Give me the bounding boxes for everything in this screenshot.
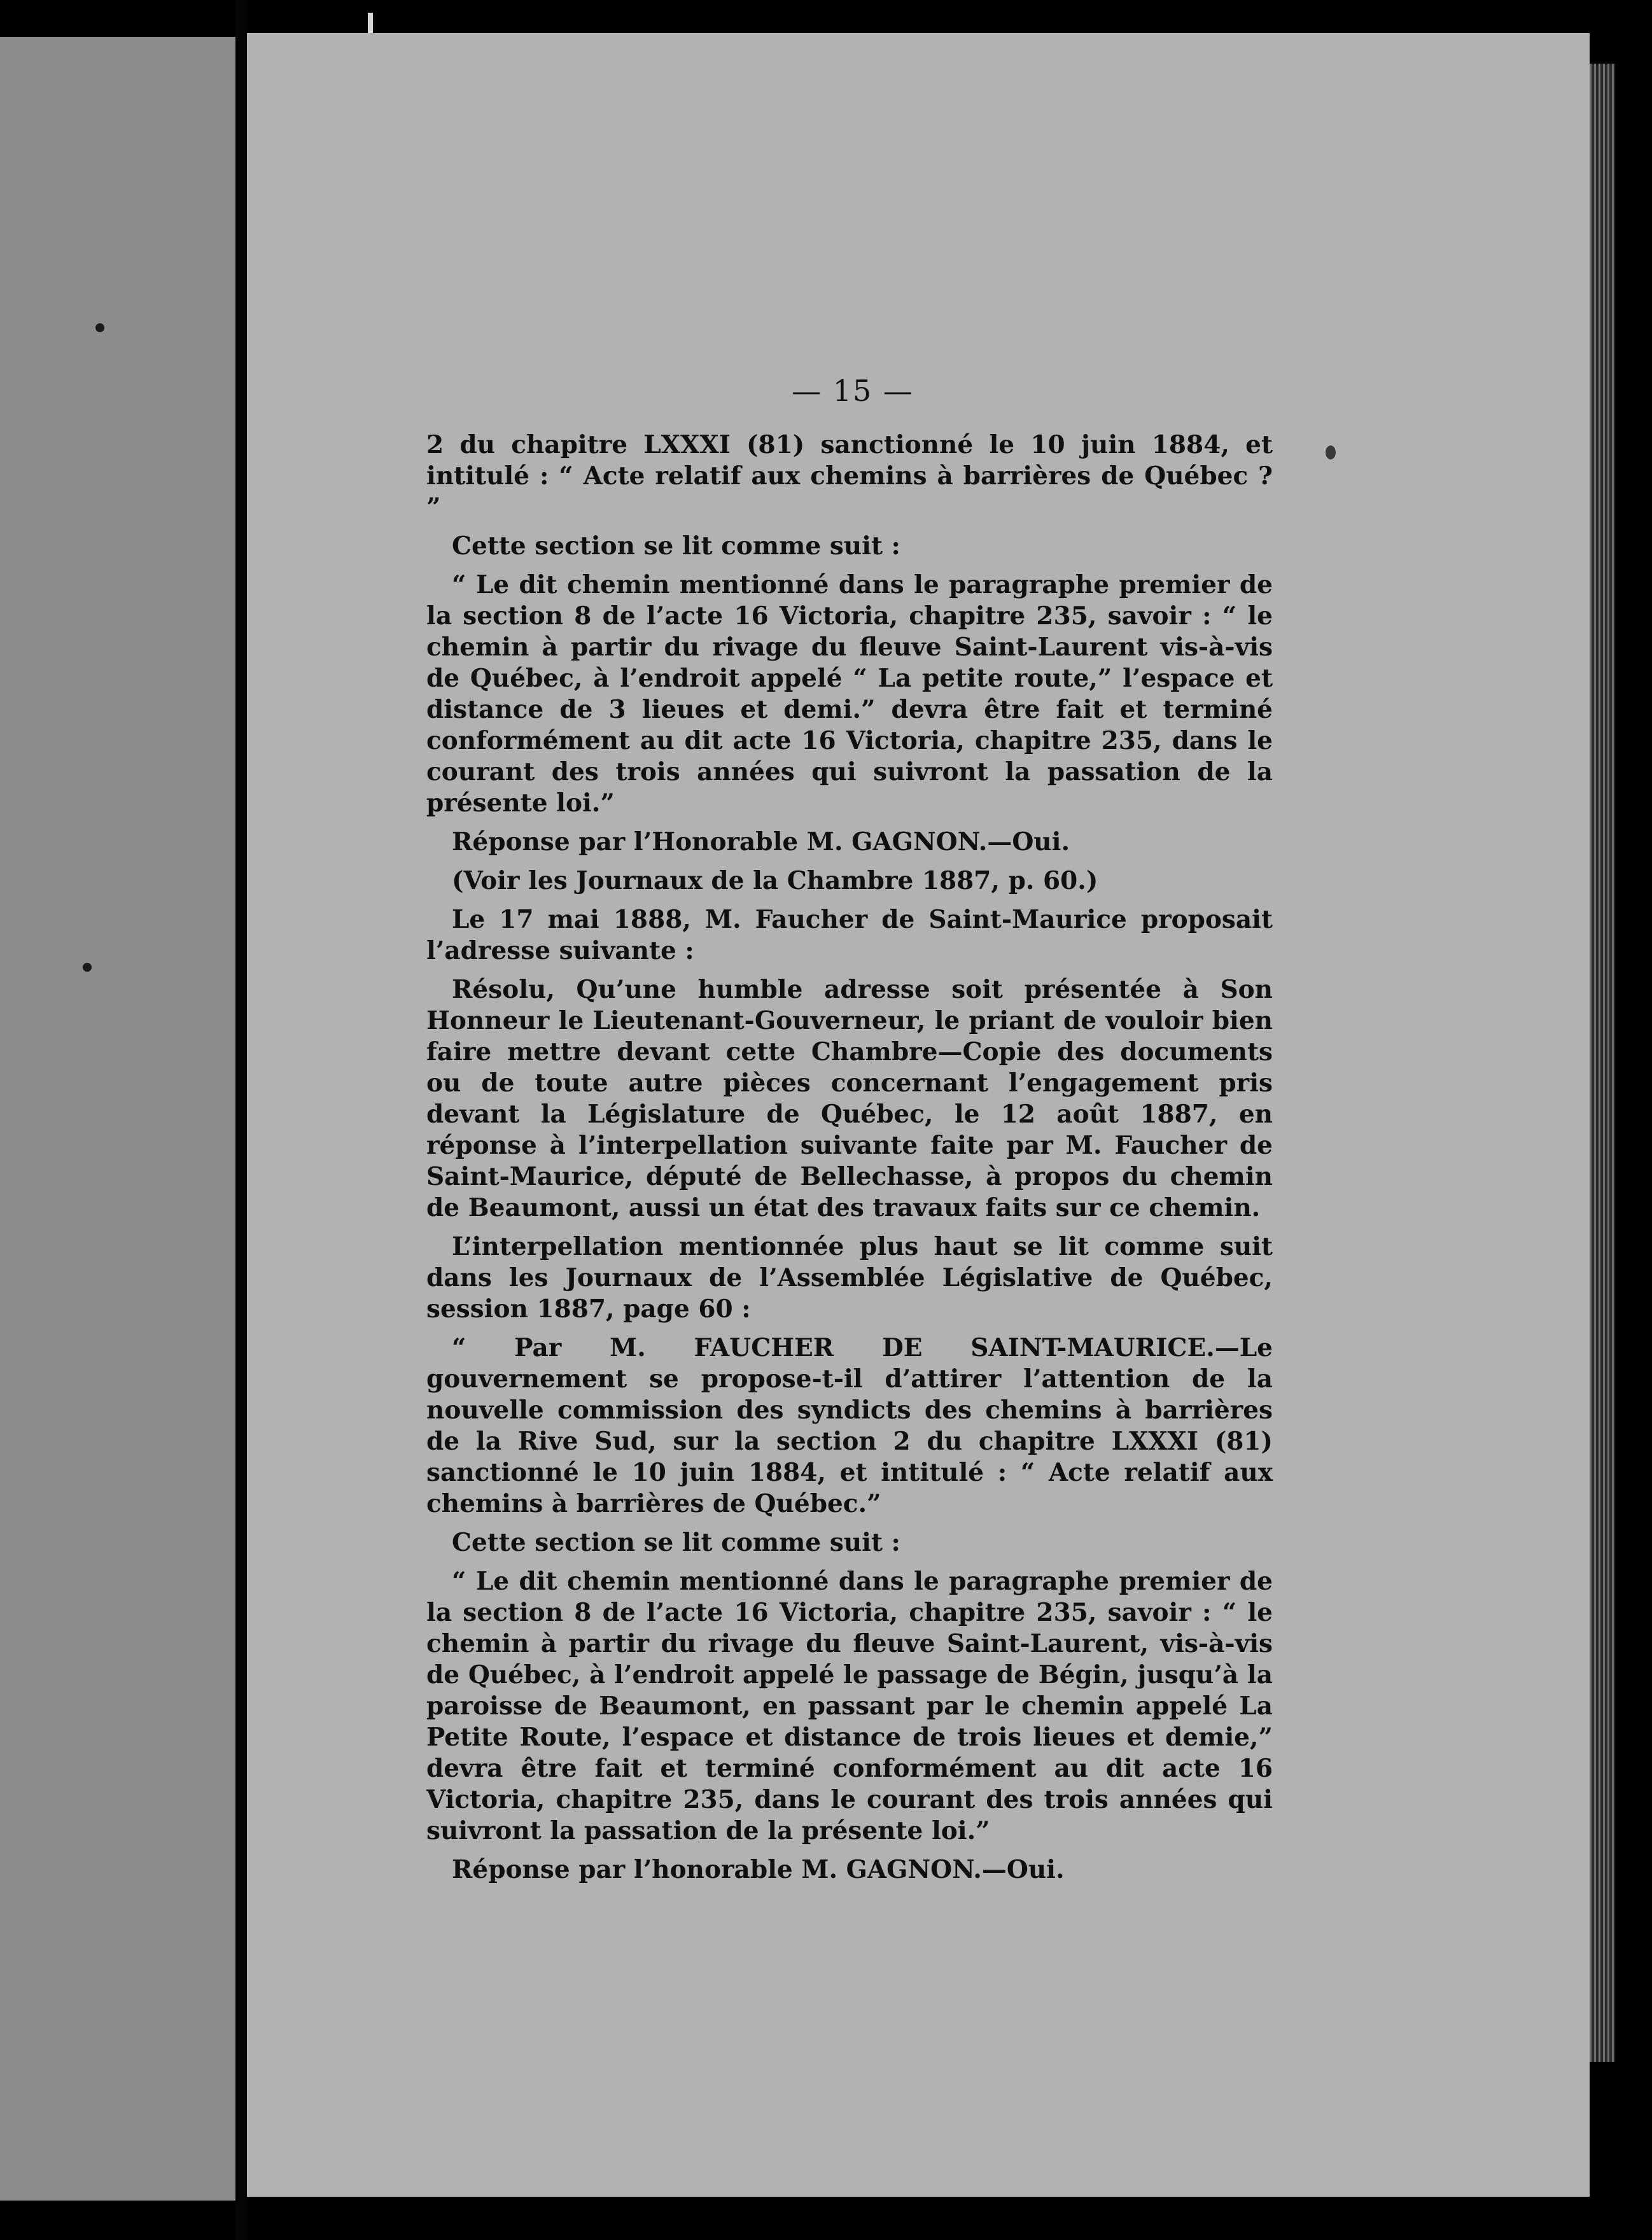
paragraph-interpellation-intro: L’interpellation mentionnée plus haut se lit comme suit dans les Journaux de l’Assemblée Législative de Québec, session 1887, page 60 : — [426, 1232, 1273, 1324]
response-text: Réponse par l’Honorable M. GAGNON.—Oui. — [452, 827, 1070, 857]
page-number: — 15 — — [792, 374, 914, 408]
paper-speck — [1326, 445, 1336, 459]
page-stack-edge — [1590, 64, 1615, 2062]
paragraph-response — [426, 827, 1273, 858]
paper-speck — [95, 323, 104, 332]
paragraph-motion: Le 17 mai 1888, M. Faucher de Saint-Maurice proposait l’adresse suivante : — [426, 905, 1273, 965]
page-text — [426, 375, 1273, 1893]
paragraph-response-2: Réponse par l’honorable M. GAGNON.—Oui. — [452, 1855, 1065, 1884]
paragraph-reference: (Voir les Journaux de la Chambre 1887, p. 60.) — [452, 866, 1098, 895]
paragraph-quoted-section-2: “ Le dit chemin mentionné dans le paragraphe premier de la section 8 de l’acte 16 Victoria, chapitre 235, savoir : “ le chemin à partir du rivage du fleuve Saint-Laurent, vis-à-vis de Québec, à l’endroit appelé le passage de Bégin, jusqu’à la paroisse de Beaumont, en passant par le chemin appelé La Petite Route, l’espace et distance de trois lieues et demie,” devra être fait et terminé conformément au dit acte 16 Victoria, chapitre 235, dans le courant des trois années qui suivront la passation de la présente loi.” — [426, 1567, 1273, 1845]
previous-page-edge — [0, 37, 235, 2201]
paragraph-quoted-section: “ Le dit chemin mentionné dans le paragraphe premier de la section 8 de l’acte 16 Victoria, chapitre 235, savoir : “ le chemin à partir du rivage du fleuve Saint-Laurent vis-à-vis de Québec, à l’endroit appelé “ La petite route,” l’espace et distance de 3 lieues et demi.” devra être fait et terminé conformément au dit acte 16 Victoria, chapitre 235, dans le courant des trois années qui suivront la passation de la présente loi.” — [426, 570, 1273, 818]
paragraph-section-intro-2: Cette section se lit comme suit : — [452, 1528, 900, 1557]
paragraph-section-intro: Cette section se lit comme suit : — [452, 531, 900, 561]
binding-gutter — [235, 0, 247, 2240]
paragraph-interpellation: “ Par M. FAUCHER DE SAINT-MAURICE.—Le gouvernement se propose-t-il d’attirer l’attention de la nouvelle commission des syndicts des chemins à barrières de la Rive Sud, sur la section 2 du chapitre LXXXI (81) sanctionné le 10 juin 1884, et intitulé : “ Acte relatif aux chemins à barrières de Québec.” — [426, 1333, 1273, 1518]
paragraph-resolution: Résolu, Qu’une humble adresse soit présentée à Son Honneur le Lieutenant-Gouverneur, le priant de vouloir bien faire mettre devant cette Chambre—Copie des documents ou de toute autre pièces concernant l’engagement pris devant la Législature de Québec, le 12 août 1887, en réponse à l’interpellation suivante faite par M. Faucher de Saint-Maurice, député de Bellechasse, à propos du chemin de Beaumont, aussi un état des travaux faits sur ce chemin. — [426, 975, 1273, 1222]
paragraph-continuation: 2 du chapitre LXXXI (81) sanctionné le 10 juin 1884, et intitulé : “ Acte relatif aux chemins à barrières de Québec ? ” — [426, 430, 1273, 522]
paper-speck — [83, 963, 92, 972]
